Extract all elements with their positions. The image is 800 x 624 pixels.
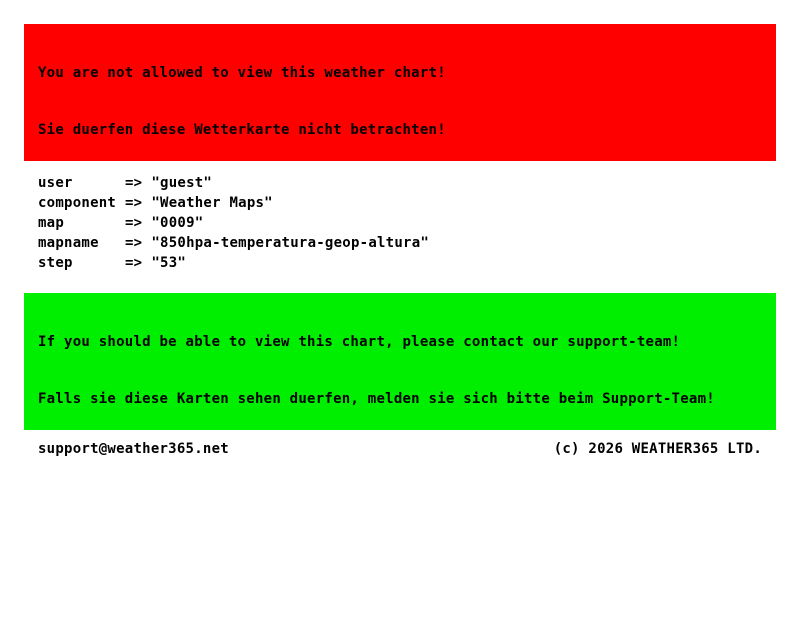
detail-row-step	[38, 253, 762, 273]
detail-key: component	[38, 195, 117, 211]
access-denied-banner	[24, 24, 776, 161]
detail-value: "53"	[151, 255, 187, 271]
copyright-notice: (c) 2026 WEATHER365 LTD.	[553, 441, 762, 457]
detail-value: "guest"	[151, 175, 213, 191]
detail-value: "850hpa-temperatura-geop-altura"	[151, 235, 430, 251]
detail-key: map	[38, 215, 65, 231]
detail-row-user	[38, 173, 762, 193]
request-details	[24, 173, 776, 273]
detail-arrow: =>	[125, 235, 143, 251]
detail-arrow: =>	[125, 215, 143, 231]
detail-row-component	[38, 193, 762, 213]
detail-row-map	[38, 213, 762, 233]
detail-arrow: =>	[125, 175, 143, 191]
detail-key: user	[38, 175, 73, 191]
footer	[24, 439, 776, 459]
detail-value: "Weather Maps"	[151, 195, 273, 211]
detail-row-mapname	[38, 233, 762, 253]
detail-key: mapname	[38, 235, 99, 251]
support-message-en: If you should be able to view this chart, please contact our support-team!	[38, 334, 681, 350]
detail-arrow: =>	[125, 255, 143, 271]
access-denied-message-de: Sie duerfen diese Wetterkarte nicht betrachten!	[38, 122, 446, 138]
support-message-de: Falls sie diese Karten sehen duerfen, melden sie sich bitte beim Support-Team!	[38, 391, 715, 407]
access-denied-message-en: You are not allowed to view this weather chart!	[38, 65, 446, 81]
support-email: support@weather365.net	[38, 441, 229, 457]
detail-key: step	[38, 255, 73, 271]
support-contact-banner	[24, 293, 776, 430]
detail-value: "0009"	[151, 215, 204, 231]
detail-arrow: =>	[125, 195, 143, 211]
